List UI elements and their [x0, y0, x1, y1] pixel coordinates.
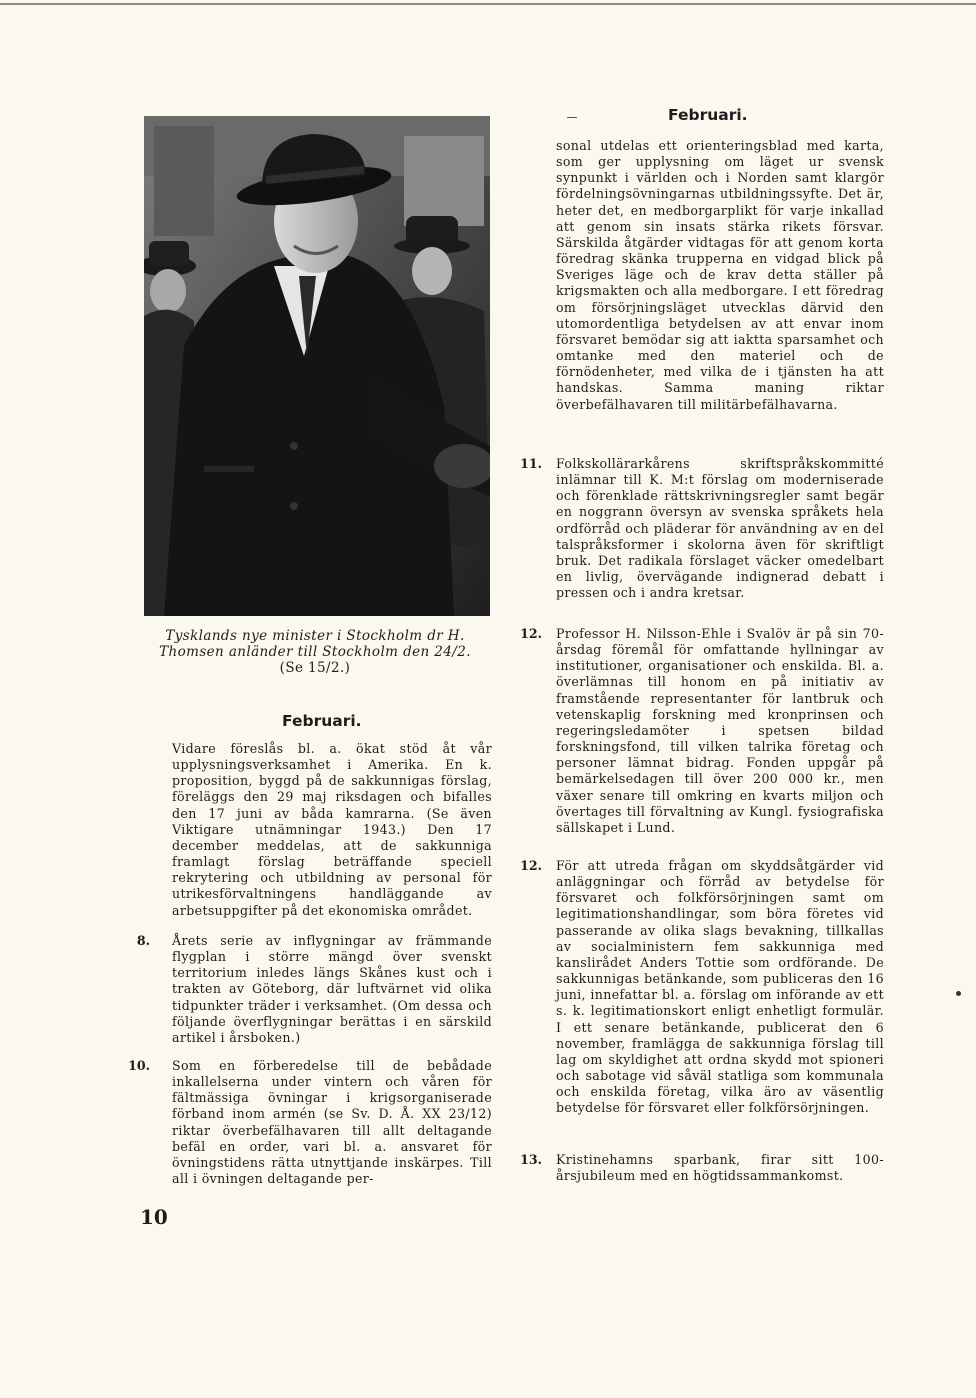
caption-text: Tysklands nye minister i Stockholm dr H. Thomsen anländer till Stockholm den 24/2. [159, 628, 471, 660]
page-number: 10 [140, 1205, 168, 1229]
right-heading: Februari. [668, 106, 748, 124]
entry-number: 12. [520, 626, 542, 641]
header-dash [567, 117, 577, 118]
right-intro-paragraph: sonal utdelas ett orienteringsblad med karta, som ger upplysning om läget ur svensk synpunkt i världen och i Norden samt klargör fördelningsövningarnas utbildningssyfte. Det är, heter det, en medborgarplikt för varje inkallad att genom sin insats stärka rikets försvar. Särskilda åtgärder vidtagas för att genom korta föredrag skänka trupperna en vidgad blick på Sveriges läge och de krav detta ställer på krigsmakten och alla medborgare. I ett föredrag om försörjningsläget utvecklas därvid den utomordentliga betydelsen av att envar inom försvaret bemödar sig att iaktta sparsamhet och omtanke med den materiel och de förnödenheter, med vilka de i tjänsten ha att handskas. Samma maning riktar överbefälhavaren till militärbefälhavarna. [556, 138, 884, 412]
entry-number: 13. [520, 1152, 542, 1167]
entry-text: För att utreda frågan om skyddsåtgärder vid anläggningar och förråd av betydelse för försvaret och folkförsörjningen samt om legitimationshandlingar, som böra företes vid passerande av olika slags bevakning, tillkallas av socialministern fem sakkunniga med kanslirådet Anders Tottie som ordförande. De sakkunnigas betänkande, som publiceras den 16 juni, innefattar bl. a. förslag om införande av ett s. k. legitimationskort enligt enhetligt formulär. I ett senare betänkande, publicerat den 6 november, framlägga de sakkunniga förslag till lag om skyldighet att ordna skydd mot spioneri och sabotage vid såväl statliga som kommunala och enskilda företag, vilka äro av väsentlig betydelse för försvaret eller folkförsörjningen. [556, 858, 884, 1116]
entry-number: 11. [520, 456, 542, 471]
portrait-photo [144, 116, 490, 616]
entry-text: Professor H. Nilsson-Ehle i Svalöv är på sin 70-årsdag föremål för omfattande hyllningar av institutioner, organisationer och enskilda. Bl. a. överlämnas till honom en på initiativ av framstående representanter för lantbruk och vetenskaplig forskning med kronprinsen och regeringsledamöter i spetsen bildad forskningsfond, till vilken talrika företag och personer lämnat bidrag. Fonden uppgår på bemärkelsedagen till över 200 000 kr., men växer senare till omkring en kvarts miljon och övertages till förvaltning av Kungl. fysiografiska sällskapet i Lund. [556, 626, 884, 835]
caption-reference: (Se 15/2.) [279, 660, 351, 676]
margin-mark [956, 991, 961, 996]
entry-text: Folkskollärarkårens skriftspråkskommitté inlämnar till K. M:t förslag om moderniserade och förenklade rättskrivningsregler samt begär en noggrann översyn av svenska språkets hela ordförråd och pläderar för användning av en del talspråksformer i skolorna även för skriftligt bruk. Det radikala förslaget väcker omedelbart en livlig, övervägande indignerad debatt i pressen och i andra kretsar. [556, 456, 884, 601]
top-rule [0, 3, 976, 5]
left-intro-paragraph: Vidare föreslås bl. a. ökat stöd åt vår upplysningsverksamhet i Amerika. En k. proposition, byggd på de sakkunnigas förslag, föreläggs den 29 maj riksdagen och bifalles den 17 juni av båda kamrarna. (Se även Viktigare utnämningar 1943.) Den 17 december meddelas, att de sakkunniga framlagt förslag beträffande speciell rekrytering och utbildning av personal för utrikesförvaltningens handläggande av arbetsuppgifter på det ekonomiska området. [172, 741, 492, 918]
entry-text: Kristinehamns sparbank, firar sitt 100-årsjubileum med en högtidssammankomst. [556, 1152, 884, 1184]
left-heading: Februari. [282, 712, 362, 730]
entry-text: Som en förberedelse till de bebådade inkallelserna under vintern och våren för fältmässiga övningar i krigsorganiserade förband inom armén (se Sv. D. Å. XX 23/12) riktar överbefälhavaren till allt deltagande befäl en order, vari bl. a. ansvaret för övningstidens rätta utnyttjande inskärpes. Till all i övningen deltagande per- [172, 1058, 492, 1187]
entry-text: Årets serie av inflygningar av främmande flygplan i större mängd över svenskt territorium inledes längs Skånes kust och i trakten av Göteborg, där luftvärnet vid olika tidpunkter träder i verksamhet. (Om dessa och följande överflygningar berättas i en särskild artikel i årsboken.) [172, 933, 492, 1045]
entry-number: 8. [136, 933, 150, 948]
entry-number: 10. [128, 1058, 150, 1073]
photo-caption [138, 628, 492, 676]
entry-number: 12. [520, 858, 542, 873]
